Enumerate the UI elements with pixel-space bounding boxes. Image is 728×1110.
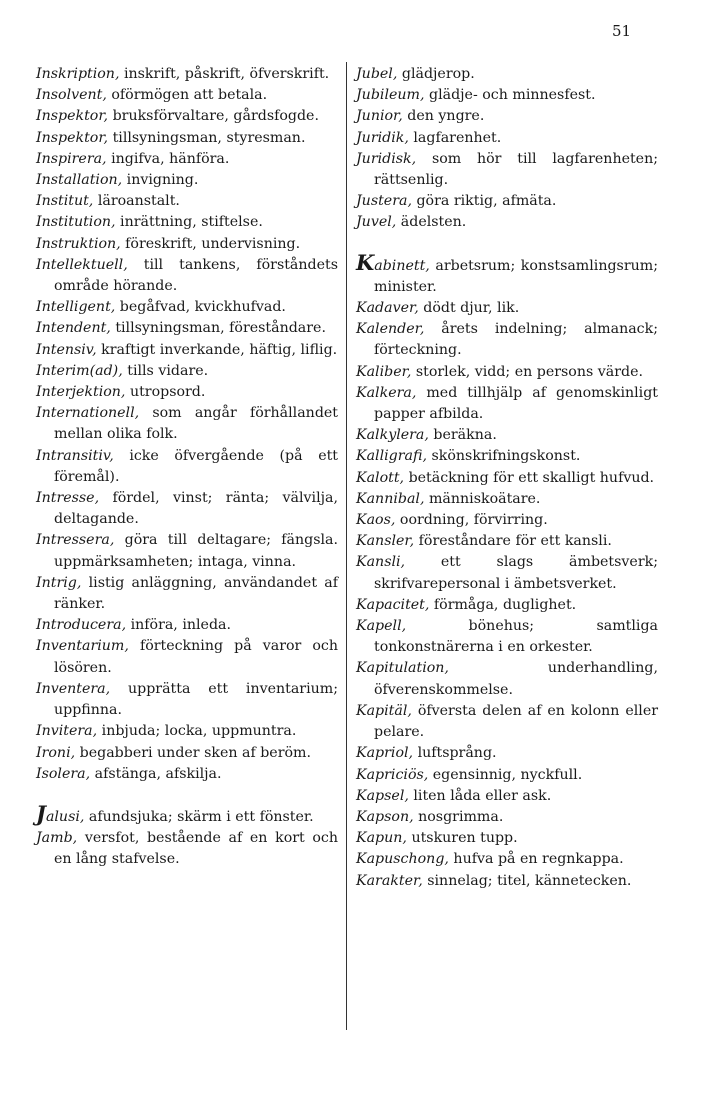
entry-headword: Intelligent, — [36, 299, 116, 316]
dictionary-entry — [36, 340, 338, 361]
entry-definition: storlek, vidd; en persons värde. — [411, 363, 644, 380]
section-gap — [356, 234, 658, 252]
entry-definition: årets indelning; almanack; förteckning. — [374, 321, 658, 359]
dictionary-entry — [356, 149, 658, 191]
entry-definition: förmåga, duglighet. — [429, 596, 577, 613]
dictionary-entry — [36, 382, 338, 403]
entry-definition: utskuren tupp. — [406, 830, 518, 847]
dictionary-entry — [36, 106, 338, 127]
entry-definition: listig anläggning, användandet af ränker. — [54, 574, 338, 613]
entry-definition: inrättning, stiftelse. — [115, 214, 263, 231]
entry-definition: liten låda eller ask. — [408, 787, 552, 804]
entry-definition: inbjuda; locka, uppmuntra. — [97, 723, 297, 740]
dictionary-entry — [356, 489, 658, 510]
entry-definition: nosgrimma. — [413, 808, 504, 825]
entry-headword: Inspirera, — [36, 150, 107, 167]
right-column — [356, 64, 658, 892]
entry-headword: Kapacitet, — [356, 596, 430, 613]
dictionary-entry — [356, 298, 658, 319]
dictionary-entry — [36, 212, 338, 233]
entry-definition: tillsyningsman, föreståndare. — [110, 320, 326, 337]
entry-definition: egensinnig, nyckfull. — [428, 766, 583, 783]
entry-definition: införa, inleda. — [126, 617, 231, 634]
entry-headword: Kaos, — [356, 512, 396, 529]
entry-headword: Kapriol, — [356, 745, 414, 762]
entry-headword: Kapitulation, — [356, 660, 449, 677]
dictionary-entry — [36, 255, 338, 297]
dictionary-entry — [356, 807, 658, 828]
entry-headword: Juvel, — [356, 214, 397, 231]
entry-headword: Kapson, — [356, 808, 414, 825]
entry-headword: Introducera, — [36, 617, 127, 634]
dictionary-entry — [356, 212, 658, 233]
entry-headword: Intressera, — [36, 532, 115, 549]
column-divider — [346, 62, 347, 1030]
entry-headword: Kalender, — [356, 321, 425, 338]
dictionary-entry — [356, 616, 658, 658]
entry-headword: Interim(ad), — [36, 362, 123, 379]
entry-definition: glädjerop. — [397, 66, 475, 82]
dictionary-entry — [356, 425, 658, 446]
entry-headword: Kapriciös, — [356, 766, 429, 783]
dictionary-entry — [356, 383, 658, 425]
entry-definition: ett slags ämbetsverk; skrifvarepersonal i ämbetsverket. — [374, 554, 658, 592]
entry-definition: beräkna. — [428, 427, 497, 444]
dictionary-entry — [356, 468, 658, 489]
entry-headword: Internationell, — [36, 405, 140, 422]
dictionary-entry — [36, 828, 338, 870]
entry-definition: sinnelag; titel, kännetecken. — [422, 872, 632, 889]
entry-definition: förteckning på varor och lösören. — [54, 638, 338, 676]
dictionary-entry — [356, 64, 658, 85]
entry-definition: icke öfvergående (på ett föremål). — [54, 447, 338, 485]
entry-definition: betäckning för ett skalligt hufvud. — [404, 469, 655, 486]
entry-headword: Instruktion, — [36, 235, 121, 252]
entry-definition: glädje- och minnesfest. — [424, 87, 596, 104]
entry-headword: Jalusi, — [36, 800, 85, 826]
dictionary-entry — [36, 573, 338, 615]
entry-headword: Jubel, — [356, 66, 398, 82]
entry-definition: underhandling, öfverenskommelse. — [374, 660, 658, 698]
left-column — [36, 64, 338, 871]
entry-definition: versfot, bestående af en kort och en lång stafvelse. — [54, 830, 338, 868]
entry-definition: göra till deltagare; fängsla. uppmärksamheten; intaga, vinna. — [54, 532, 338, 570]
section-gap — [36, 785, 338, 803]
entry-definition: människoätare. — [424, 490, 541, 507]
entry-headword: Kalott, — [356, 469, 405, 486]
dictionary-entry — [36, 170, 338, 191]
entry-headword: Inspektor, — [36, 129, 109, 146]
entry-headword: Kansler, — [356, 533, 415, 550]
dictionary-entry — [36, 403, 338, 445]
dictionary-entry — [356, 362, 658, 383]
entry-definition: hufva på en regnkappa. — [448, 851, 624, 868]
dictionary-entry — [36, 721, 338, 742]
entry-definition: fördel, vinst; ränta; välvilja, deltagande. — [54, 490, 338, 528]
entry-definition: läroanstalt. — [93, 193, 180, 210]
dictionary-entry — [356, 786, 658, 807]
dictionary-entry — [356, 191, 658, 212]
entry-definition: kraftigt inverkande, häftig, liflig. — [96, 341, 338, 358]
entry-definition: ädelsten. — [396, 214, 467, 231]
entry-definition: arbetsrum; konstsamlingsrum; minister. — [374, 257, 658, 295]
entry-definition: begåfvad, kvickhufvad. — [115, 299, 286, 316]
entry-definition: tills vidare. — [122, 362, 209, 379]
dictionary-entry — [36, 800, 338, 828]
entry-headword: Kabinett, — [356, 249, 430, 275]
dictionary-entry — [356, 128, 658, 149]
dictionary-entry — [36, 743, 338, 764]
dictionary-entry — [356, 828, 658, 849]
entry-headword: Inspektor, — [36, 108, 109, 125]
dictionary-entry — [36, 149, 338, 170]
entry-headword: Justera, — [356, 193, 412, 210]
entry-headword: Kapitäl, — [356, 702, 412, 719]
dictionary-entry — [36, 615, 338, 636]
entry-headword: Kalligrafi, — [356, 448, 427, 465]
entry-definition: ingifva, hänföra. — [106, 150, 230, 167]
entry-definition: göra riktig, afmäta. — [411, 193, 557, 210]
dictionary-entry — [36, 636, 338, 678]
entry-definition: den yngre. — [402, 108, 485, 125]
dictionary-entry — [36, 488, 338, 530]
dictionary-entry — [36, 764, 338, 785]
entry-headword: Kannibal, — [356, 490, 425, 507]
entry-definition: upprätta ett inventarium; uppfinna. — [54, 680, 338, 719]
dictionary-entry — [356, 319, 658, 361]
entry-headword: Intensiv, — [36, 341, 97, 358]
entry-definition: lagfarenhet. — [408, 129, 502, 146]
entry-definition: föreståndare för ett kansli. — [414, 533, 612, 550]
dictionary-entry — [356, 871, 658, 892]
dictionary-entry — [356, 743, 658, 764]
dictionary-entry — [356, 446, 658, 467]
entry-headword: Kapell, — [356, 618, 407, 635]
entry-headword: Junior, — [356, 108, 403, 125]
dictionary-entry — [36, 446, 338, 488]
entry-definition: invigning. — [122, 172, 199, 189]
entry-headword: Ironi, — [36, 744, 76, 761]
dictionary-entry — [356, 85, 658, 106]
entry-definition: bönehus; samtliga tonkonstnärerna i en orkester. — [374, 618, 658, 656]
entry-headword: Kaliber, — [356, 363, 412, 380]
entry-definition: som hör till lagfarenheten; rättsenlig. — [374, 150, 658, 189]
dictionary-entry — [36, 297, 338, 318]
dictionary-entry — [36, 530, 338, 572]
entry-definition: med tillhjälp af genomskinligt papper afbilda. — [374, 384, 658, 423]
entry-headword: Kapuschong, — [356, 851, 449, 868]
entry-headword: Karakter, — [356, 872, 423, 889]
entry-definition: begabberi under sken af beröm. — [75, 744, 311, 761]
dictionary-entry — [36, 128, 338, 149]
entry-headword: Isolera, — [36, 765, 91, 782]
entry-definition: afstänga, afskilja. — [90, 765, 222, 782]
dictionary-entry — [356, 595, 658, 616]
entry-headword: Interjektion, — [36, 384, 126, 401]
entry-headword: Juridisk, — [356, 150, 417, 167]
dictionary-entry — [36, 85, 338, 106]
entry-definition: till tankens, förståndets område hörande. — [54, 256, 338, 295]
dictionary-entry — [356, 531, 658, 552]
entry-definition: föreskrift, undervisning. — [120, 235, 301, 252]
entry-headword: Inskription, — [36, 66, 120, 82]
entry-definition: dödt djur, lik. — [418, 300, 520, 317]
entry-headword: Intellektuell, — [36, 256, 128, 273]
dictionary-entry — [356, 849, 658, 870]
dictionary-entry — [36, 64, 338, 85]
dictionary-entry — [36, 361, 338, 382]
entry-headword: Insolvent, — [36, 87, 107, 104]
page-number: 51 — [612, 22, 632, 40]
entry-definition: luftsprång. — [413, 745, 497, 762]
entry-headword: Intransitiv, — [36, 447, 114, 464]
entry-definition: som angår förhållandet mellan olika folk. — [54, 405, 338, 443]
entry-headword: Intendent, — [36, 320, 111, 337]
dictionary-entry — [356, 701, 658, 743]
entry-headword: Kapun, — [356, 830, 407, 847]
entry-definition: afundsjuka; skärm i ett fönster. — [84, 808, 314, 825]
entry-headword: Kapsel, — [356, 787, 409, 804]
dictionary-entry — [356, 765, 658, 786]
entry-headword: Kadaver, — [356, 300, 419, 317]
dictionary-entry — [36, 191, 338, 212]
entry-headword: Installation, — [36, 172, 123, 189]
dictionary-entry — [356, 106, 658, 127]
entry-definition: utropsord. — [125, 384, 206, 401]
entry-definition: inskrift, påskrift, öfverskrift. — [119, 66, 330, 82]
entry-headword: Kalkylera, — [356, 427, 429, 444]
entry-headword: Kansli, — [356, 554, 406, 571]
entry-headword: Institut, — [36, 193, 94, 210]
entry-headword: Kalkera, — [356, 384, 417, 401]
entry-headword: Intrig, — [36, 574, 82, 591]
dictionary-entry — [356, 510, 658, 531]
entry-definition: skönskrifningskonst. — [426, 448, 581, 465]
entry-headword: Institution, — [36, 214, 116, 231]
entry-definition: oordning, förvirring. — [395, 512, 548, 529]
dictionary-entry — [36, 679, 338, 721]
dictionary-entry — [356, 249, 658, 298]
dictionary-entry — [36, 234, 338, 255]
entry-headword: Invitera, — [36, 723, 98, 740]
entry-headword: Intresse, — [36, 490, 100, 507]
entry-headword: Inventera, — [36, 680, 111, 697]
entry-definition: oförmögen att betala. — [106, 87, 268, 104]
entry-definition: öfversta delen af en kolonn eller pelare. — [374, 702, 658, 741]
entry-headword: Juridik, — [356, 129, 409, 146]
dictionary-entry — [36, 318, 338, 339]
entry-headword: Inventarium, — [36, 638, 129, 655]
entry-headword: Jamb, — [36, 830, 78, 847]
entry-definition: bruksförvaltare, gårdsfogde. — [108, 108, 319, 125]
entry-headword: Jubileum, — [356, 87, 425, 104]
entry-definition: tillsyningsman, styresman. — [108, 129, 306, 146]
dictionary-entry — [356, 658, 658, 700]
dictionary-entry — [356, 552, 658, 594]
